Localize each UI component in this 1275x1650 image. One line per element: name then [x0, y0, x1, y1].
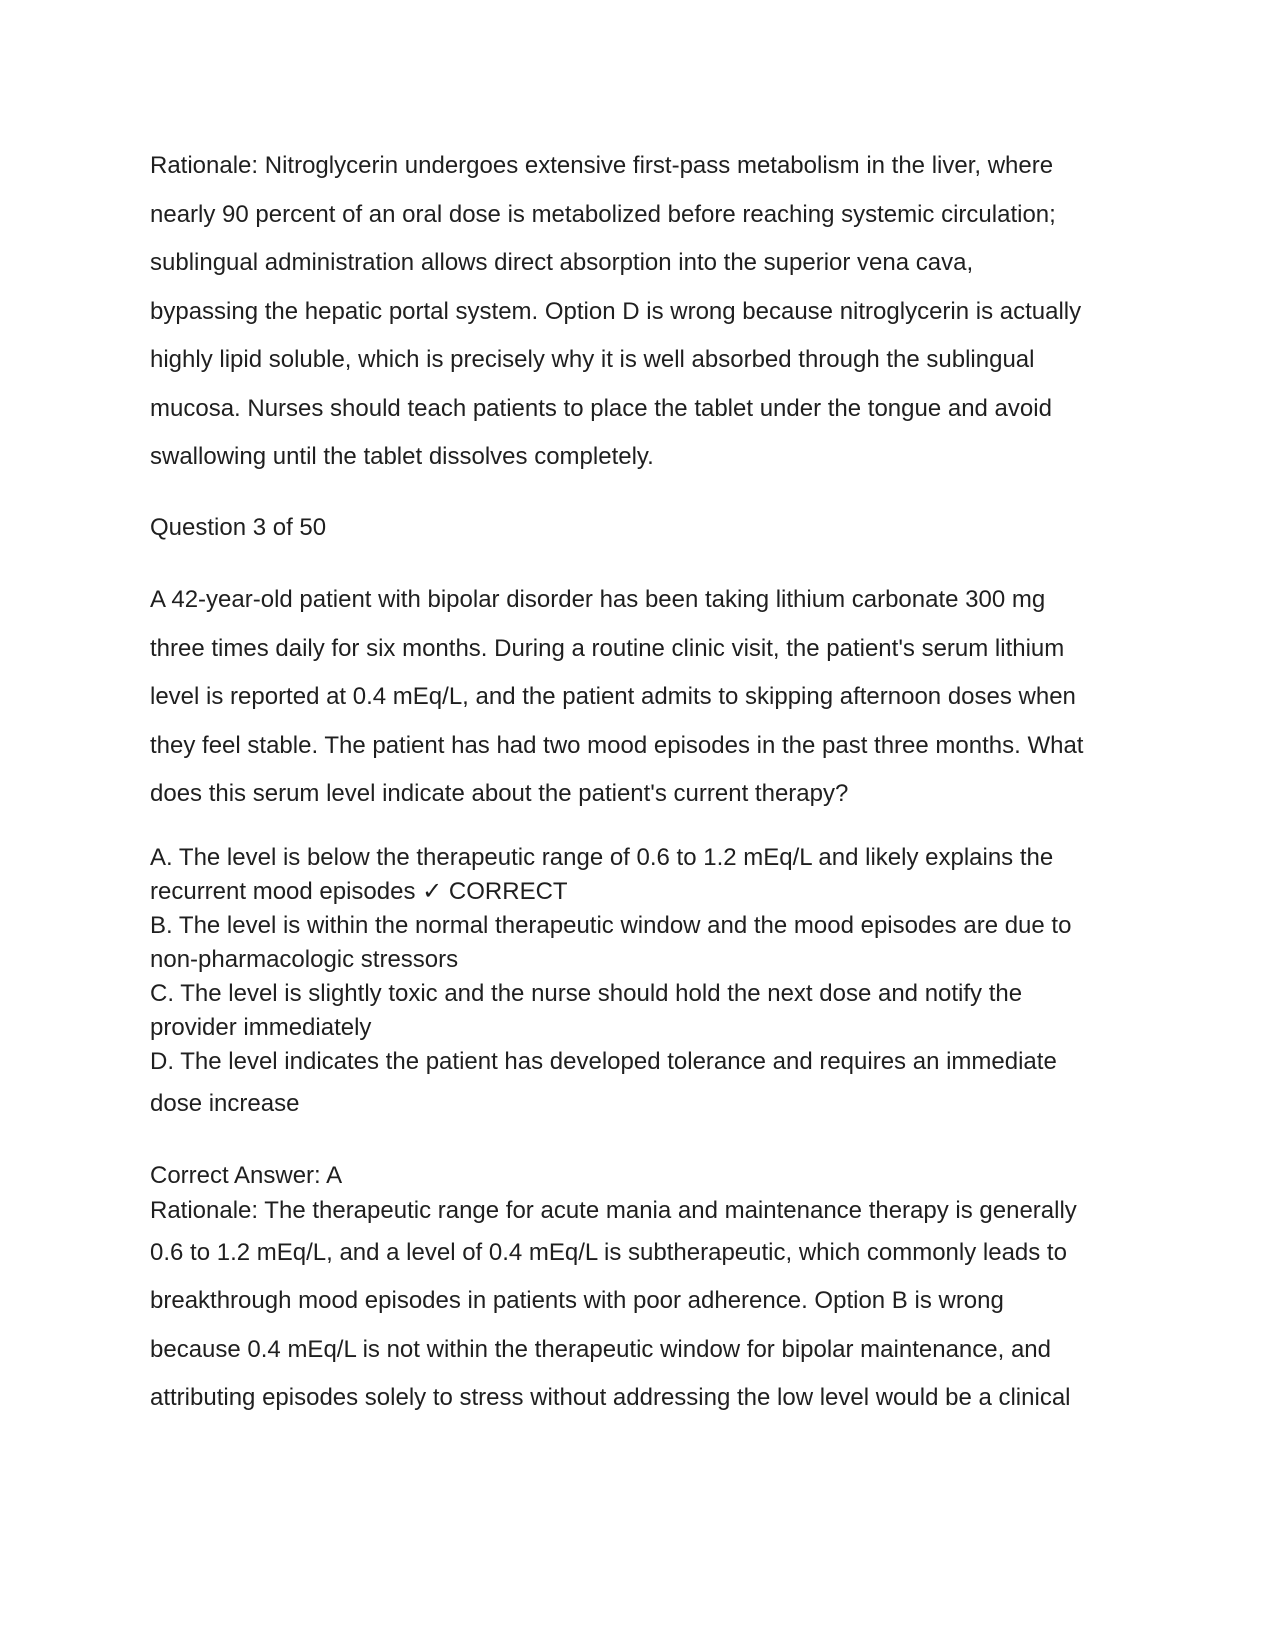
- option-line: dose increase: [150, 1089, 300, 1117]
- answer-options: [150, 841, 1140, 1133]
- rationale-line: attributing episodes solely to stress without addressing the low level would be a clinical: [150, 1384, 1071, 1411]
- rationale-line: 0.6 to 1.2 mEq/L, and a level of 0.4 mEq/L is subtherapeutic, which commonly leads to: [150, 1238, 1067, 1266]
- option-a: [150, 841, 1140, 909]
- stem-line: does this serum level indicate about the patient's current therapy?: [150, 780, 849, 807]
- option-d: [150, 1045, 1140, 1133]
- question-rationale: [150, 1193, 1140, 1423]
- question-heading: Question 3 of 50: [150, 513, 327, 541]
- option-b: [150, 909, 1140, 977]
- rationale-line: mucosa. Nurses should teach patients to place the tablet under the tongue and avoid: [150, 394, 1052, 422]
- stem-line: they feel stable. The patient has had two mood episodes in the past three months. What: [150, 731, 1084, 759]
- rationale-line: bypassing the hepatic portal system. Option D is wrong because nitroglycerin is actually: [150, 297, 1082, 325]
- previous-rationale: [150, 142, 1140, 482]
- rationale-line: because 0.4 mEq/L is not within the therapeutic window for bipolar maintenance, and: [150, 1335, 1051, 1363]
- rationale-line: breakthrough mood episodes in patients with poor adherence. Option B is wrong: [150, 1287, 1004, 1314]
- option-line: B. The level is within the normal therapeutic window and the mood episodes are due to: [150, 911, 1072, 939]
- rationale-line: nearly 90 percent of an oral dose is metabolized before reaching systemic circulation;: [150, 200, 1056, 228]
- correct-answer: Correct Answer: A: [150, 1161, 343, 1189]
- rationale-line: swallowing until the tablet dissolves completely.: [150, 443, 654, 470]
- option-line: recurrent mood episodes ✓ CORRECT: [150, 877, 568, 905]
- stem-line: three times daily for six months. During a routine clinic visit, the patient's serum lithium: [150, 634, 1065, 662]
- option-line: provider immediately: [150, 1013, 372, 1041]
- option-line: A. The level is below the therapeutic range of 0.6 to 1.2 mEq/L and likely explains the: [150, 843, 1054, 871]
- option-line: C. The level is slightly toxic and the nurse should hold the next dose and notify the: [150, 979, 1023, 1007]
- rationale-line: Rationale: Nitroglycerin undergoes extensive first-pass metabolism in the liver, where: [150, 152, 1054, 179]
- option-c: [150, 977, 1140, 1045]
- option-line: non-pharmacologic stressors: [150, 945, 459, 973]
- stem-line: level is reported at 0.4 mEq/L, and the patient admits to skipping afternoon doses when: [150, 683, 1076, 710]
- rationale-line: highly lipid soluble, which is precisely why it is well absorbed through the sublingual: [150, 346, 1035, 373]
- rationale-line: sublingual administration allows direct absorption into the superior vena cava,: [150, 249, 974, 276]
- rationale-line: Rationale: The therapeutic range for acute mania and maintenance therapy is generally: [150, 1196, 1077, 1224]
- option-line: D. The level indicates the patient has developed tolerance and requires an immediate: [150, 1047, 1057, 1075]
- question-stem: [150, 576, 1140, 819]
- stem-line: A 42-year-old patient with bipolar disorder has been taking lithium carbonate 300 mg: [150, 586, 1046, 613]
- text-column: [150, 142, 1140, 1423]
